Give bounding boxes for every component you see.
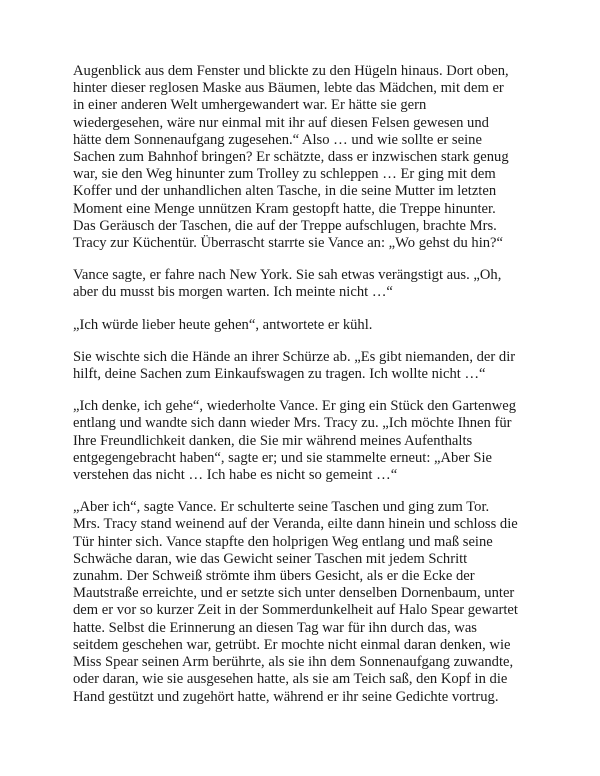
text-line: verstehen das nicht … Ich habe es nicht so gemeint …“	[73, 467, 398, 484]
document-page	[73, 63, 543, 721]
text-line: „Aber ich“, sagte Vance. Er schulterte seine Taschen und ging zum Tor.	[73, 499, 490, 516]
text-line: aber du musst bis morgen warten. Ich meinte nicht …“	[73, 284, 393, 301]
text-line: zunahm. Der Schweiß strömte ihm übers Gesicht, als er die Ecke der	[73, 568, 475, 585]
text-line: Miss Spear seinen Arm berührte, als sie ihn dem Sonnenaufgang zuwandte,	[73, 654, 514, 671]
paragraph-2	[73, 267, 543, 301]
text-line: Ihre Freundlichkeit danken, die Sie mir während meines Aufenthalts	[73, 432, 473, 449]
text-line: Tracy zur Küchentür. Überrascht starrte sie Vance an: „Wo gehst du hin?“	[73, 235, 504, 252]
text-line: Moment eine Menge unnützen Kram gestopft hatte, die Treppe hinunter.	[73, 200, 496, 217]
paragraph-3	[73, 317, 543, 334]
text-line: Augenblick aus dem Fenster und blickte zu den Hügeln hinaus. Dort oben,	[73, 63, 509, 79]
text-line: dem er vor so kurzer Zeit in der Sommerdunkelheit auf Halo Spear gewartet	[73, 602, 518, 619]
text-line: hätte dem Sonnenaufgang zugesehen.“ Also … und wie sollte er seine	[73, 131, 482, 148]
paragraph-5	[73, 398, 543, 484]
text-line: Koffer und der unhandlichen alten Tasche, in die seine Mutter im letzten	[73, 183, 497, 200]
text-line: Das Geräusch der Taschen, die auf der Treppe aufschlugen, brachte Mrs.	[73, 217, 497, 234]
text-line: „Ich würde lieber heute gehen“, antwortete er kühl.	[73, 316, 373, 333]
text-line: Hand gestützt und zugehört hatte, während er ihr seine Gedichte vortrug.	[73, 688, 499, 705]
text-line: seitdem geschehen war, getrübt. Er mochte nicht einmal daran denken, wie	[73, 636, 511, 653]
text-line: hatte. Selbst die Erinnerung an diesen Tag war für ihn durch das, was	[73, 619, 477, 636]
text-line: Schwäche daran, wie das Gewicht seiner Taschen mit jedem Schritt	[73, 550, 468, 567]
text-line: Tür hinter sich. Vance stapfte den holprigen Weg entlang und maß seine	[73, 533, 493, 550]
paragraph-6	[73, 499, 543, 705]
paragraph-4	[73, 349, 543, 383]
text-line: in einer anderen Welt umhergewandert war. Er hätte sie gern	[73, 97, 427, 114]
text-line: entgegengebracht haben“, sagte er; und sie stammelte erneut: „Aber Sie	[73, 449, 492, 466]
text-line: Sachen zum Bahnhof bringen? Er schätzte, dass er inzwischen stark genug	[73, 149, 509, 166]
text-line: Mautstraße erreichte, und er setzte sich unter denselben Dornenbaum, unter	[73, 585, 515, 602]
text-line: war, sie den Weg hinunter zum Trolley zu schleppen … Er ging mit dem	[73, 166, 496, 183]
text-line: Vance sagte, er fahre nach New York. Sie sah etwas verängstigt aus. „Oh,	[73, 267, 502, 284]
text-line: „Ich denke, ich gehe“, wiederholte Vance. Er ging ein Stück den Gartenweg	[73, 398, 517, 415]
text-line: Mrs. Tracy stand weinend auf der Veranda, eilte dann hinein und schloss die	[73, 516, 518, 533]
text-line: Sie wischte sich die Hände an ihrer Schürze ab. „Es gibt niemanden, der dir	[73, 348, 516, 365]
text-line: entlang und wandte sich dann wieder Mrs. Tracy zu. „Ich möchte Ihnen für	[73, 415, 512, 432]
text-line: oder daran, wie sie ausgesehen hatte, als sie am Teich saß, den Kopf in die	[73, 671, 508, 688]
text-line: hilft, deine Sachen zum Einkaufswagen zu tragen. Ich wollte nicht …“	[73, 366, 486, 383]
paragraph-1	[73, 63, 543, 252]
text-line: hinter dieser reglosen Maske aus Bäumen, lebte das Mädchen, mit dem er	[73, 80, 504, 97]
text-line: wiedergesehen, wäre nur einmal mit ihr auf diesen Felsen gewesen und	[73, 114, 489, 131]
